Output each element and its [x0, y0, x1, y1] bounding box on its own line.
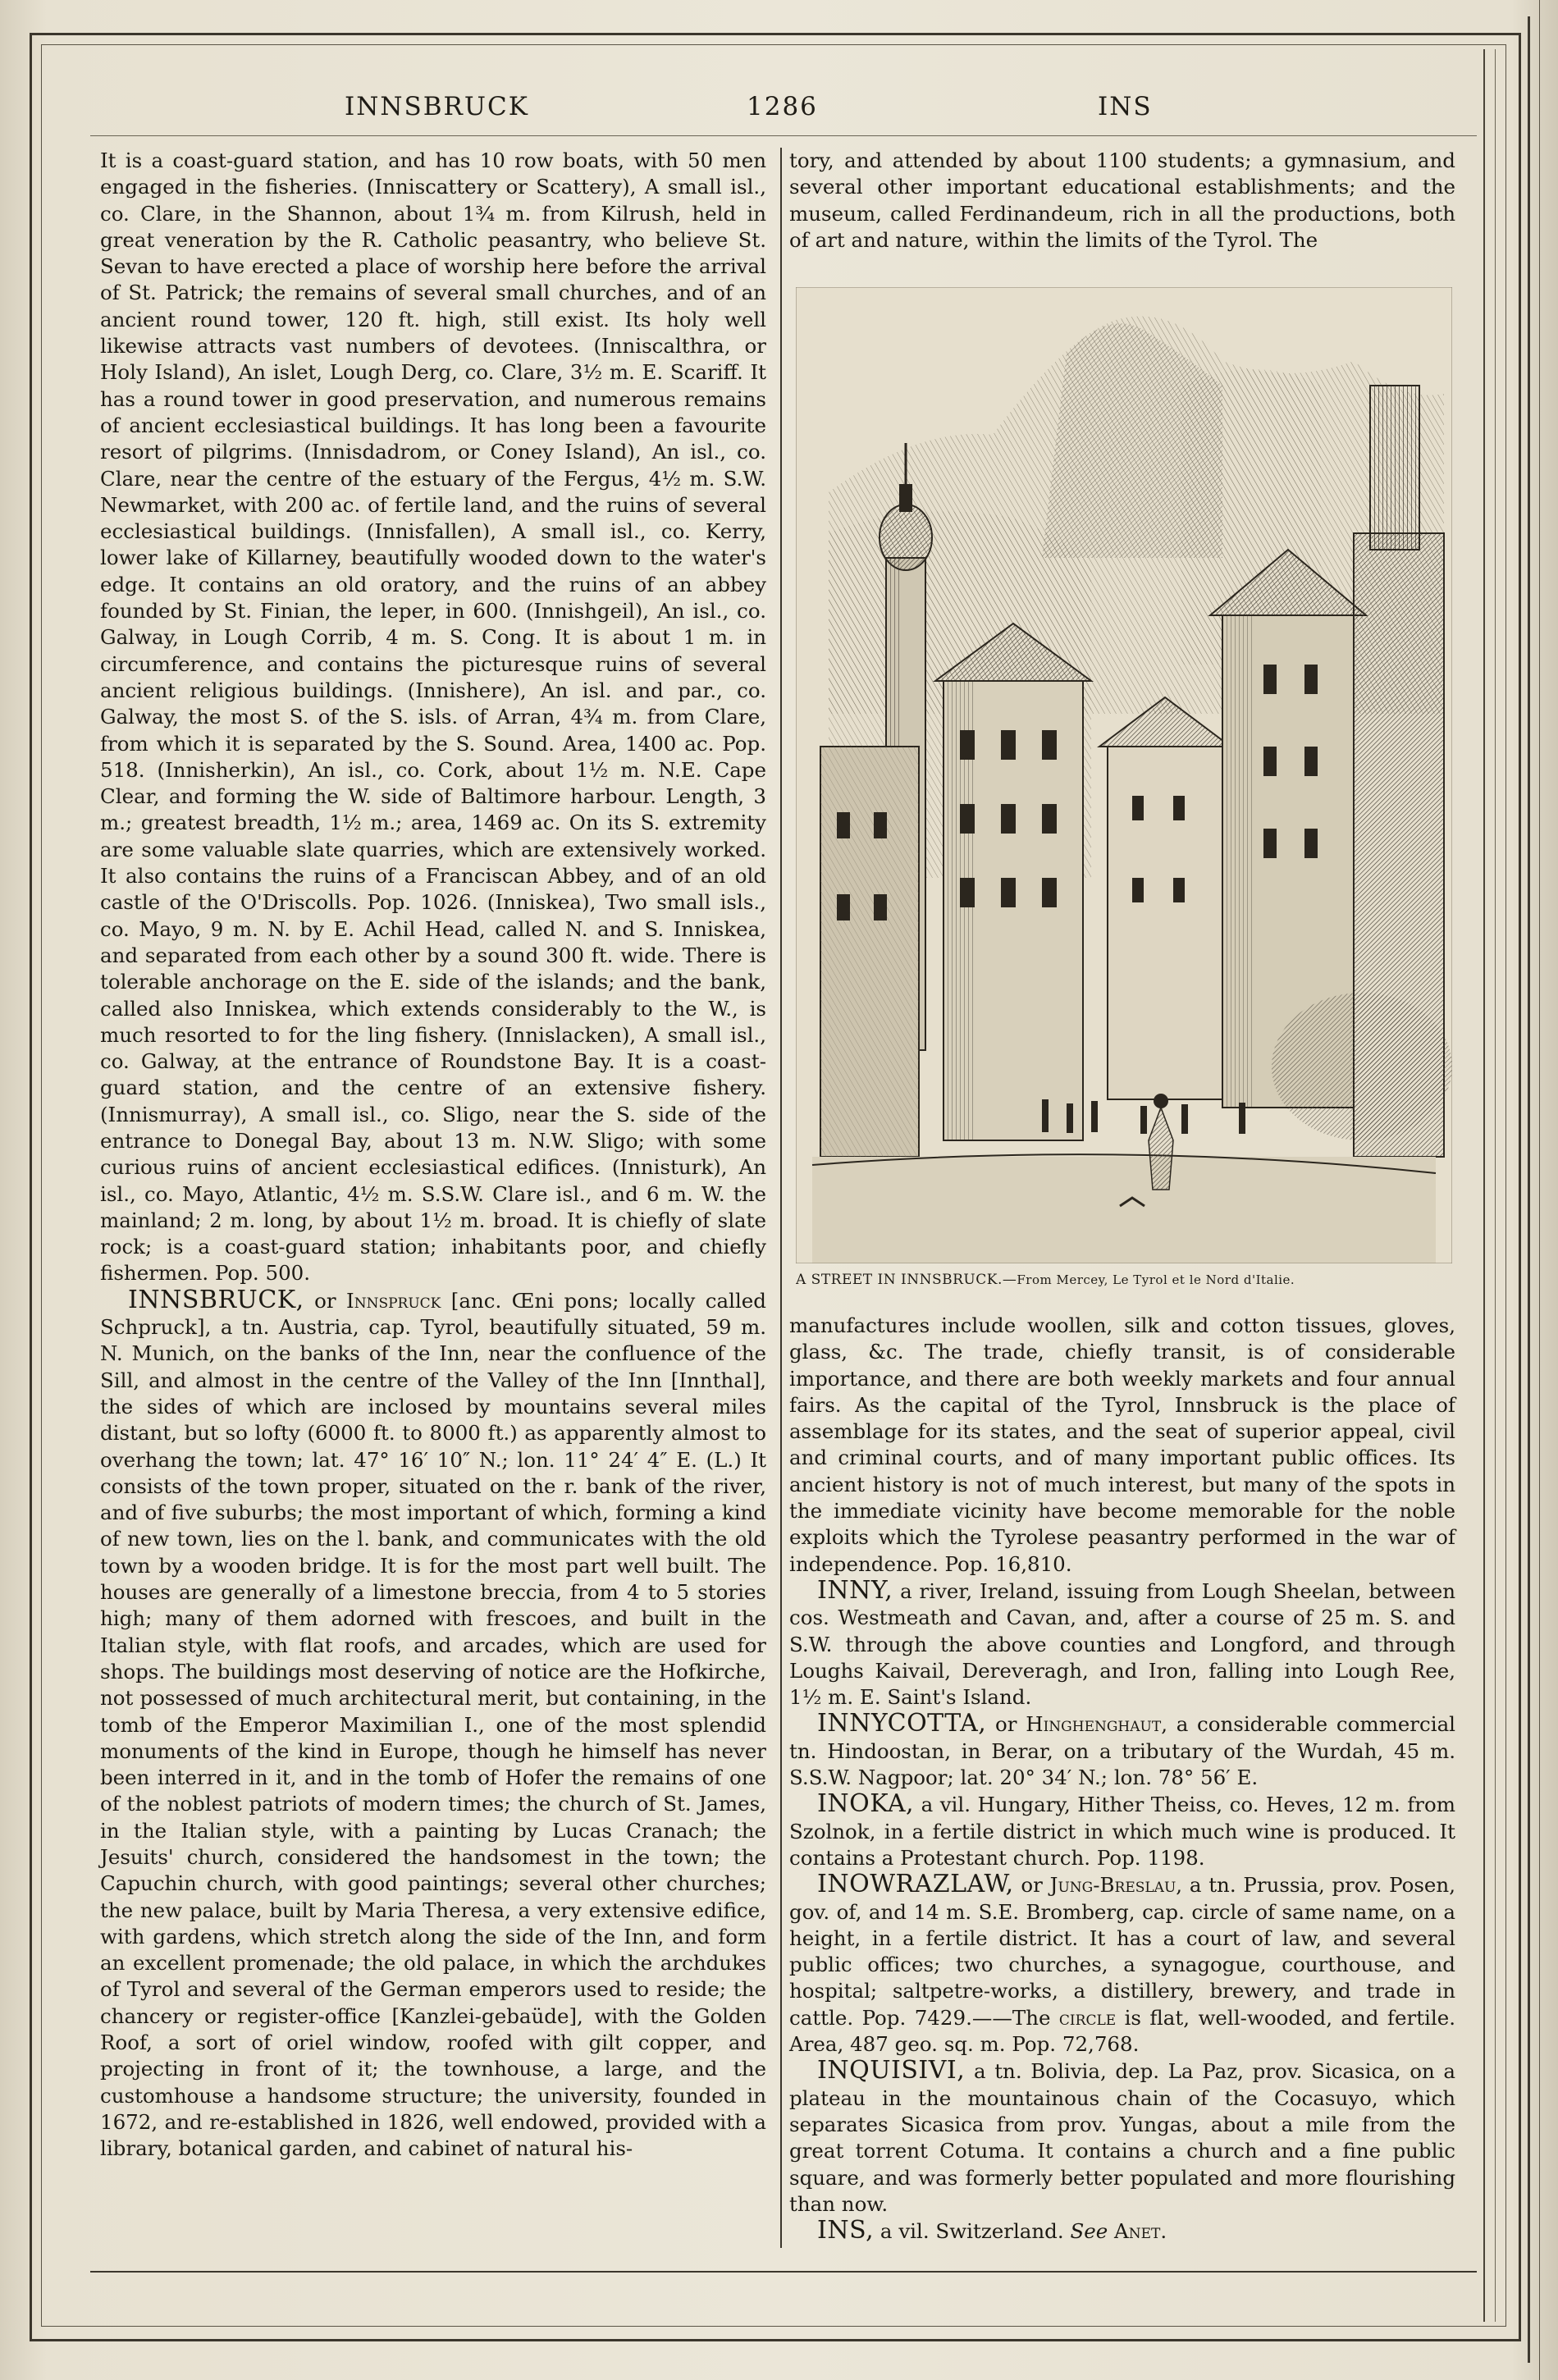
entry-cross-reference[interactable]: Anet.: [1114, 2219, 1167, 2244]
inquisivi-entry: [789, 2058, 1455, 2218]
entry-headword: INNY,: [817, 1575, 893, 1605]
column-divider: [780, 148, 782, 2248]
right-column-bottom: [789, 1313, 1455, 2245]
caption-source: From Mercey, Le Tyrol et le Nord d'Italie.: [1017, 1272, 1295, 1287]
innsbruck-entry: [100, 1287, 766, 2163]
entry-body-tail: is flat, well-wooded, and fertile. Area, 487 geo. sq. m. Pop. 72,768.: [789, 2005, 1455, 2057]
ins-entry: [789, 2218, 1455, 2245]
margin-rule: [1483, 49, 1485, 2322]
binding-edge: [1528, 16, 1530, 2363]
entry-body: a river, Ireland, issuing from Lough Sheelan, between cos. Westmeath and Cavan, and, after a course of 25 m. S. and S.W. through the above counties and Longford, and through Loughs Kaivail, Dereveragh, and Iron, falling into Lough Ree, 1½ m. E. Saint's Island.: [789, 1578, 1455, 1710]
inniscattery-entries: It is a coast-guard station, and has 10 row boats, with 50 men engaged in the fisheries. (Inniscattery or Scattery), A small isl., co. Clare, in the Shannon, about 1¾ m. from Kilrush, held in great veneration by the R. Catholic peasantry, who believe St. Sevan to have erected a place of worship here before the arrival of St. Patrick; the remains of several small churches, and of an ancient round tower, 120 ft. high, still exist. Its holy well likewise attracts vast numbers of devotees. (Inniscalthra, or Holy Island), An islet, Lough Derg, co. Clare, 3½ m. E. Scariff. It has a round tower in good preservation, and numerous remains of ancient ecclesiastical buildings. It has long been a favourite resort of pilgrims. (Innisdadrom, or Coney Island), An isl., co. Clare, near the centre of the estuary of the Fergus, 4½ m. S.W. Newmarket, with 200 ac. of fertile land, and the ruins of several ecclesiastical buildings. (Innisfallen), A small isl., co. Kerry, lower lake of Killarney, beautifully wooded down to the water's edge. It contains an old oratory, and the ruins of an abbey founded by St. Finian, the leper, in 600. (Innishgeil), An isl., co. Galway, in Lough Corrib, 4 m. S. Cong. It is about 1 m. in circumference, and contains the picturesque ruins of several ancient religious buildings. (Innishere), An isl. and par., co. Galway, the most S. of the S. isls. of Arran, 4¾ m. from Clare, from which it is separated by the S. Sound. Area, 1400 ac. Pop. 518. (Innisherkin), An isl., co. Cork, about 1½ m. N.E. Cape Clear, and forming the W. side of Baltimore harbour. Length, 3 m.; greatest breadth, 1½ m.; area, 1469 ac. On its S. extremity are some valuable slate quarries, which are extensively worked. It also contains the ruins of a Franciscan Abbey, and of an old castle of the O'Driscolls. Pop. 1026. (Inniskea), Two small isls., co. Mayo, 9 m. N. by E. Achil Head, called N. and S. Inniskea, and separated from each other by a sound 300 ft. wide. There is tolerable anchorage on the E. side of the islands; and the bank, called also Inniskea, which extends considerably to the W., is much resorted to for the ling fishery. (Innislacken), A small isl., co. Galway, at the entrance of Roundstone Bay. It is a coast-guard station, and the centre of an extensive fishery. (Innismurray), A small isl., co. Sligo, near the S. side of the entrance to Donegal Bay, about 13 m. N.W. Sligo; with some curious ruins of ancient ecclesiastical edifices. (Innisturk), An isl., co. Mayo, Atlantic, 4½ m. S.S.W. Clare isl., and 6 m. W. the mainland; 2 m. long, by about 1½ m. broad. It is chiefly of slate rock; is a coast-guard station; inhabitants poor, and chiefly fishermen. Pop. 500.: [100, 148, 766, 1286]
header-rule: [90, 135, 1477, 136]
entry-alt-name: Innspruck: [346, 1288, 441, 1313]
footer-rule: [90, 2271, 1477, 2273]
entry-or: or: [1021, 1873, 1043, 1898]
entry-alt-name: Hinghenghaut,: [1026, 1712, 1167, 1737]
entry-body: a considerable commercial tn. Hindoostan, in Berar, on a tributary of the Wurdah, 45 m. S.S.W. Nagpoor; lat. 20° 34′ N.; lon. 78° 56′ E.: [789, 1712, 1456, 1790]
street-engraving: [796, 287, 1452, 1263]
entry-or: or: [995, 1712, 1017, 1737]
entry-headword: INOWRAZLAW,: [817, 1870, 1014, 1899]
entry-headword: INQUISIVI,: [817, 2056, 966, 2085]
entry-body: a tn. Bolivia, dep. La Paz, prov. Sicasica, on a plateau in the mountainous chain of the Cocasuyo, which separates Sicasica from prov. Yungas, about a mile from the great torrent Cotuma. It contains a church and a fine public square, and was formerly better populated and more flourishing than now.: [789, 2059, 1455, 2216]
entry-body: a vil. Switzerland.: [880, 2219, 1064, 2244]
inowrazlaw-entry: [789, 1871, 1455, 2058]
innsbruck-continued: tory, and attended by about 1100 students; a gymnasium, and several other important educational establishments; and the museum, called Ferdinandeum, rich in all the productions, both of art and nature, within the limits of the Tyrol. The: [789, 148, 1455, 252]
innycotta-entry: [789, 1711, 1455, 1791]
entry-headword: INS,: [817, 2216, 875, 2245]
illustration-caption: [796, 1272, 1452, 1288]
innsbruck-conclusion: manufactures include woollen, silk and cotton tissues, gloves, glass, &c. The trade, chiefly transit, is of considerable importance, and there are both weekly markets and four annual fairs. As the capital of the Tyrol, Innsbruck is the place of assemblage for its states, and the seat of superior appeal, civil and criminal courts, and of many important public offices. Its ancient history is not of much interest, but many of the spots in the immediate vicinity have become memorable for the noble exploits which the Tyrolese peasantry performed in the war of independence. Pop. 16,810.: [789, 1313, 1455, 1576]
page-number: 1286: [747, 92, 818, 121]
engraving-art: [796, 287, 1452, 1263]
entry-headword: INOKA,: [817, 1789, 915, 1819]
entry-alt-name: Jung-Breslau,: [1049, 1873, 1183, 1898]
inny-entry: [789, 1575, 1455, 1711]
entry-headword: INNYCOTTA,: [817, 1709, 987, 1738]
entry-body: [anc. Œni pons; locally called Schpruck], a tn. Austria, cap. Tyrol, beautifully situated, 59 m. N. Munich, on the banks of the Inn, near the confluence of the Sill, and almost in the centre of the Valley of the Inn [Innthal], the sides of which are inclosed by mountains several miles distant, but so lofty (6000 ft. to 8000 ft.) as apparently almost to overhang the town; lat. 47° 16′ 10″ N.; lon. 11° 24′ 4″ E. (L.) It consists of the town proper, situated on the r. bank of the river, and of five suburbs; the most important of which, forming a kind of new town, lies on the l. bank, and communicates with the old town by a wooden bridge. It is for the most part well built. The houses are generally of a limestone breccia, from 4 to 5 stories high; many of them adorned with frescoes, and built in the Italian style, with flat roofs, and arcades, which are used for shops. The buildings most deserving of notice are the Hofkirche, not possessed of much architectural merit, but containing, in the tomb of the Emperor Maximilian I., one of the most splendid monuments of the kind in Europe, though he himself has never been interred in it, and in the tomb of Hofer the remains of one of the noblest patriots of modern times; the church of St. James, in the Italian style, with a painting by Lucas Cranach; the Jesuits' church, considered the handsomest in the town; the Capuchin church, with good paintings; several other churches; the new palace, built by Maria Theresa, a very extensive edifice, with gardens, which stretch along the side of the Inn, and form an excellent promenade; the old palace, in which the archdukes of Tyrol and several of the German emperors used to reside; the chancery or register-office [Kanzlei-gebaüde], with the Golden Roof, a sort of oriel window, roofed with gilt copper, and projecting in front of it; the townhouse, a large, and the customhouse a handsome structure; the university, founded in 1672, and re-established in 1826, well endowed, provided with a library, botanical garden, and cabinet of natural his-: [100, 1288, 766, 2161]
entry-or: or: [314, 1288, 336, 1313]
entry-body: a vil. Hungary, Hither Theiss, co. Heves, 12 m. from Szolnok, in a fertile district in which much wine is produced. It contains a Protestant church. Pop. 1198.: [789, 1793, 1455, 1870]
entry-headword: INNSBRUCK,: [128, 1285, 304, 1314]
left-column: [100, 148, 766, 2163]
right-column-top: [789, 148, 1455, 254]
caption-title: A STREET IN INNSBRUCK.—: [796, 1272, 1017, 1288]
entry-body: a tn. Prussia, prov. Posen, gov. of, and 14 m. S.E. Bromberg, cap. circle of same name, on a height, in a fertile district. It has a court of law, and several public offices; two churches, a synagogue, courthouse, and hospital; saltpetre-works, a distillery, brewery, and trade in cattle. Pop. 7429.——The: [789, 1873, 1455, 2030]
header-right-word: INS: [1098, 92, 1153, 121]
inoka-entry: [789, 1791, 1455, 1871]
entry-circle-label: circle: [1058, 2005, 1117, 2030]
margin-rule-thin: [1495, 49, 1496, 2322]
header-left-word: INNSBRUCK: [345, 92, 529, 121]
running-header: [345, 92, 1165, 133]
binding-edge-thin: [1539, 0, 1540, 2380]
entry-see: See: [1070, 2219, 1108, 2244]
